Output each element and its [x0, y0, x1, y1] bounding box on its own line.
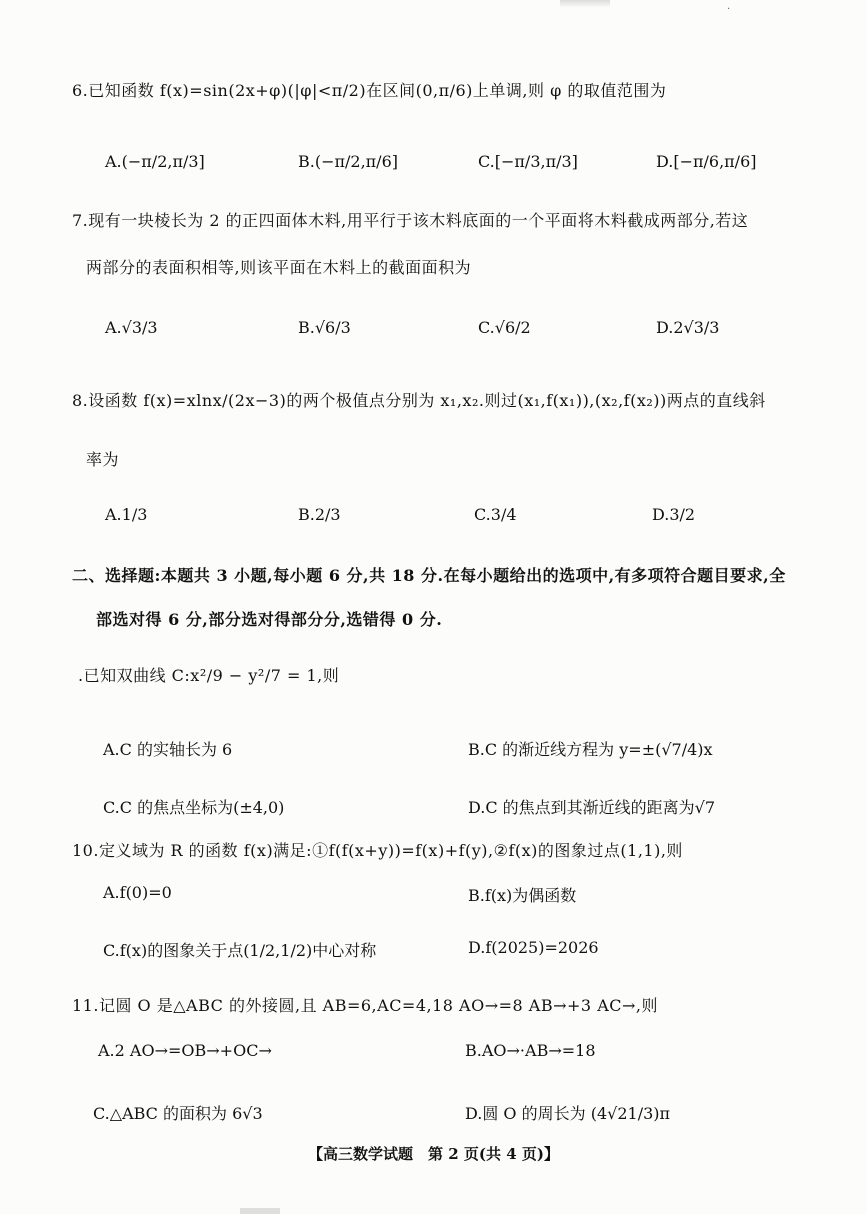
question-11-stem: 11.记圆 O 是△ABC 的外接圆,且 AB=6,AC=4,18 AO→=8 AB→+3 AC→,则 [72, 996, 658, 1015]
question-6-option-c: C.[−π/3,π/3] [478, 152, 578, 171]
scan-speck: · [727, 4, 731, 15]
question-8-option-c: C.3/4 [474, 505, 517, 524]
question-8-option-d: D.3/2 [652, 505, 696, 524]
question-10-option-c: C.f(x)的图象关于点(1/2,1/2)中心对称 [103, 941, 377, 960]
question-9-stem: .已知双曲线 C:x²/9 − y²/7 = 1,则 [78, 666, 340, 685]
question-7-option-c: C.√6/2 [478, 318, 531, 337]
section-2-heading-line2: 部选对得 6 分,部分选对得部分分,选错得 0 分. [96, 610, 443, 629]
question-10-stem: 10.定义域为 R 的函数 f(x)满足:①f(f(x+y))=f(x)+f(y),②f(x)的图象过点(1,1),则 [72, 841, 683, 860]
question-9-option-c: C.C 的焦点坐标为(±4,0) [103, 798, 285, 817]
question-11-option-d: D.圆 O 的周长为 (4√21/3)π [465, 1104, 671, 1123]
question-6-option-b: B.(−π/2,π/6] [298, 152, 398, 171]
question-9-option-a: A.C 的实轴长为 6 [103, 740, 233, 759]
question-7-stem-line2: 两部分的表面积相等,则该平面在木料上的截面面积为 [86, 258, 472, 277]
question-7-option-b: B.√6/3 [298, 318, 351, 337]
question-6-stem: 6.已知函数 f(x)=sin(2x+φ)(|φ|<π/2)在区间(0,π/6)上单调,则 φ 的取值范围为 [72, 81, 667, 100]
question-8-option-b: B.2/3 [298, 505, 341, 524]
question-11-option-c: C.△ABC 的面积为 6√3 [93, 1104, 263, 1123]
question-6-option-a: A.(−π/2,π/3] [105, 152, 205, 171]
question-8-option-a: A.1/3 [105, 505, 148, 524]
page-footer: 【高三数学试题 第 2 页(共 4 页)】 [308, 1145, 559, 1163]
section-2-heading-line1: 二、选择题:本题共 3 小题,每小题 6 分,共 18 分.在每小题给出的选项中,有多项符合题目要求,全 [72, 566, 786, 585]
scan-artifact [560, 0, 610, 8]
question-9-option-d: D.C 的焦点到其渐近线的距离为√7 [468, 798, 716, 817]
question-10-option-d: D.f(2025)=2026 [468, 938, 599, 957]
question-8-stem-line1: 8.设函数 f(x)=xlnx/(2x−3)的两个极值点分别为 x₁,x₂.则过(x₁,f(x₁)),(x₂,f(x₂))两点的直线斜 [72, 391, 766, 410]
question-10-option-a: A.f(0)=0 [103, 883, 172, 902]
question-9-option-b: B.C 的渐近线方程为 y=±(√7/4)x [468, 740, 713, 759]
question-7-option-a: A.√3/3 [105, 318, 158, 337]
question-7-option-d: D.2√3/3 [656, 318, 720, 337]
question-6-option-d: D.[−π/6,π/6] [656, 152, 757, 171]
question-7-stem-line1: 7.现有一块棱长为 2 的正四面体木料,用平行于该木料底面的一个平面将木料截成两部分,若这 [72, 211, 749, 230]
question-11-option-a: A.2 AO→=OB→+OC→ [98, 1041, 272, 1060]
scan-artifact-bottom [240, 1208, 280, 1214]
question-8-stem-line2: 率为 [86, 450, 120, 469]
question-10-option-b: B.f(x)为偶函数 [468, 886, 577, 905]
question-11-option-b: B.AO→·AB→=18 [465, 1041, 596, 1060]
